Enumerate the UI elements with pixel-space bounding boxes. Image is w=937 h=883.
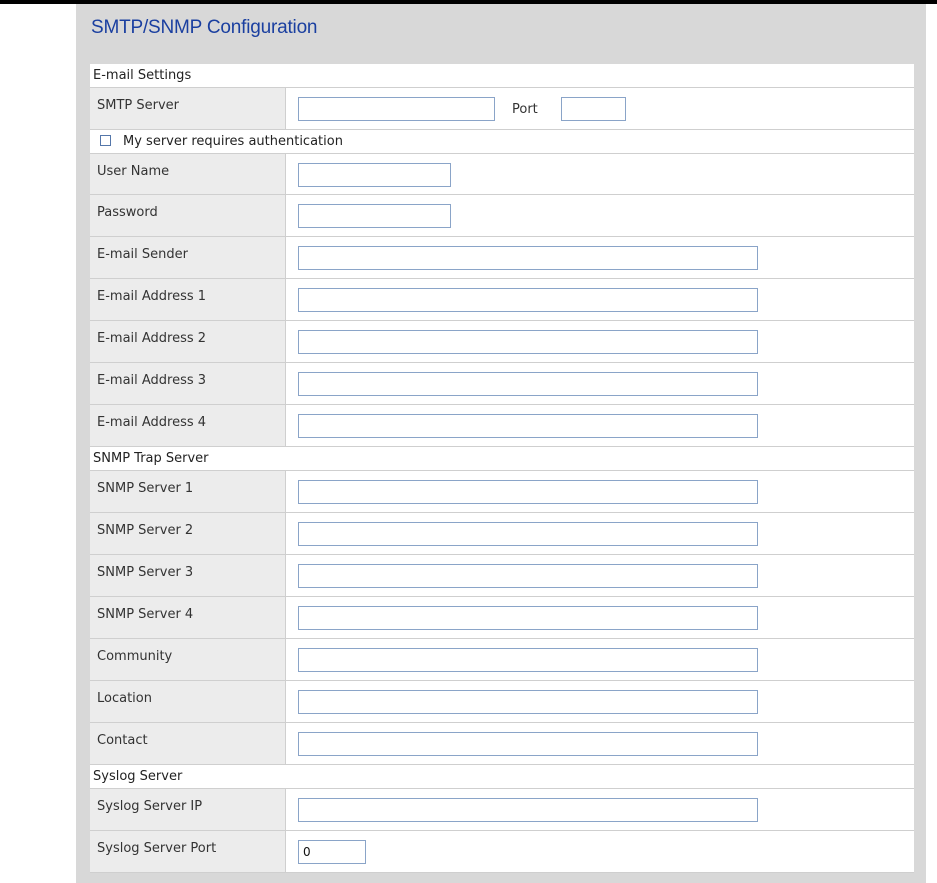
community-input[interactable] <box>298 648 758 672</box>
password-input[interactable] <box>298 204 451 228</box>
sender-row <box>90 237 914 279</box>
email-address-input[interactable] <box>298 372 758 396</box>
snmp-server-input[interactable] <box>298 480 758 504</box>
password-label: Password <box>90 195 286 236</box>
auth-row <box>90 130 914 154</box>
email-address-row <box>90 321 914 363</box>
location-row <box>90 681 914 723</box>
location-label: Location <box>90 681 286 722</box>
syslog-ip-label: Syslog Server IP <box>90 789 286 830</box>
page-title: SMTP/SNMP Configuration <box>91 17 318 38</box>
snmp-server-row <box>90 471 914 513</box>
auth-label[interactable]: My server requires authentication <box>123 134 343 149</box>
snmp-server-input[interactable] <box>298 522 758 546</box>
port-label: Port <box>512 102 538 117</box>
email-address-label: E-mail Address 1 <box>90 279 286 320</box>
email-address-label: E-mail Address 2 <box>90 321 286 362</box>
password-row <box>90 195 914 237</box>
snmp-server-label: SNMP Server 2 <box>90 513 286 554</box>
contact-row <box>90 723 914 765</box>
email-address-label: E-mail Address 3 <box>90 363 286 404</box>
email-address-input[interactable] <box>298 288 758 312</box>
auth-checkbox[interactable] <box>100 135 111 146</box>
snmp-server-row <box>90 513 914 555</box>
snmp-server-label: SNMP Server 3 <box>90 555 286 596</box>
email-address-input[interactable] <box>298 414 758 438</box>
sender-input[interactable] <box>298 246 758 270</box>
smtp-port-input[interactable] <box>561 97 626 121</box>
contact-input[interactable] <box>298 732 758 756</box>
community-label: Community <box>90 639 286 680</box>
username-label: User Name <box>90 154 286 194</box>
community-row <box>90 639 914 681</box>
email-address-row <box>90 279 914 321</box>
email-settings-header: E-mail Settings <box>90 64 914 88</box>
syslog-ip-input[interactable] <box>298 798 758 822</box>
email-address-row <box>90 405 914 447</box>
syslog-ip-row <box>90 789 914 831</box>
snmp-trap-header: SNMP Trap Server <box>90 447 914 471</box>
username-input[interactable] <box>298 163 451 187</box>
username-row <box>90 154 914 195</box>
email-address-input[interactable] <box>298 330 758 354</box>
smtp-server-label: SMTP Server <box>90 88 286 129</box>
snmp-server-row <box>90 555 914 597</box>
smtp-server-row <box>90 88 914 130</box>
smtp-server-input[interactable] <box>298 97 495 121</box>
sender-label: E-mail Sender <box>90 237 286 278</box>
snmp-server-input[interactable] <box>298 606 758 630</box>
syslog-port-row <box>90 831 914 873</box>
snmp-server-label: SNMP Server 4 <box>90 597 286 638</box>
email-address-row <box>90 363 914 405</box>
contact-label: Contact <box>90 723 286 764</box>
syslog-header: Syslog Server <box>90 765 914 789</box>
snmp-server-row <box>90 597 914 639</box>
location-input[interactable] <box>298 690 758 714</box>
email-address-label: E-mail Address 4 <box>90 405 286 446</box>
snmp-server-input[interactable] <box>298 564 758 588</box>
config-form <box>90 64 914 873</box>
syslog-port-label: Syslog Server Port <box>90 831 286 872</box>
syslog-port-input[interactable]: 0 <box>298 840 366 864</box>
snmp-server-label: SNMP Server 1 <box>90 471 286 512</box>
